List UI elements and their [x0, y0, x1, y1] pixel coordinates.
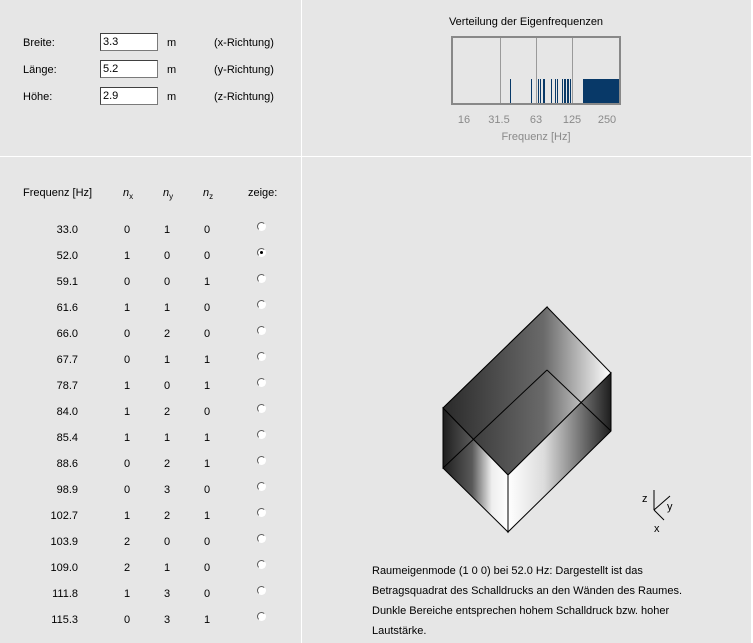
ny-cell: 2: [164, 328, 171, 340]
ny-cell: 1: [164, 562, 171, 574]
show-mode-radio[interactable]: [257, 352, 266, 361]
grid-line: [536, 38, 537, 103]
ny-cell: 1: [164, 354, 171, 366]
frequency-cell: 103.9: [50, 536, 78, 548]
nz-cell: 0: [204, 588, 211, 600]
height-row: [0, 87, 300, 109]
z-axis-label: z: [642, 493, 648, 505]
header-ny: $n_y$: [163, 187, 174, 202]
nx-cell: 2: [124, 562, 131, 574]
table-row: [0, 458, 300, 484]
nz-cell: 1: [204, 614, 211, 626]
header-show: zeige:: [248, 187, 278, 199]
show-mode-radio[interactable]: [257, 222, 266, 231]
frequency-bar: [555, 79, 556, 103]
height-unit: m: [167, 91, 177, 103]
ny-cell: 2: [164, 458, 171, 470]
header-frequency: Frequenz [Hz]: [23, 187, 93, 199]
show-mode-radio[interactable]: [257, 612, 266, 621]
nz-cell: 1: [204, 380, 211, 392]
table-row: [0, 406, 300, 432]
table-row: [0, 354, 300, 380]
ny-cell: 1: [164, 432, 171, 444]
table-row: [0, 224, 300, 250]
show-mode-radio[interactable]: [257, 430, 266, 439]
grid-line: [500, 38, 501, 103]
nx-cell: 1: [124, 250, 131, 262]
ny-cell: 3: [164, 614, 171, 626]
height-input[interactable]: [100, 87, 158, 105]
ny-cell: 0: [164, 276, 171, 288]
frequency-cell: 98.9: [56, 484, 78, 496]
frequency-bar: [565, 79, 566, 103]
table-row: [0, 302, 300, 328]
width-unit: m: [167, 37, 177, 49]
distribution-title: Verteilung der Eigenfrequenzen: [448, 16, 604, 28]
table-row: [0, 562, 300, 588]
nz-cell: 1: [204, 276, 211, 288]
frequency-cell: 78.7: [56, 380, 78, 392]
frequency-distribution-plot: [451, 36, 621, 105]
nz-cell: 0: [204, 562, 211, 574]
nx-cell: 0: [124, 484, 131, 496]
nz-cell: 1: [204, 458, 211, 470]
tick-label: 63: [529, 114, 543, 126]
table-row: [0, 328, 300, 354]
frequency-bar: [538, 79, 539, 103]
y-axis-label: y: [667, 501, 673, 513]
frequency-bar: [510, 79, 511, 103]
width-axis: (x-Richtung): [214, 37, 274, 49]
nx-cell: 1: [124, 588, 131, 600]
mode-description: Raumeigenmode (1 0 0) bei 52.0 Hz: Dargestellt ist das Betragsquadrat des Schalldrucks an den Wänden des Raumes. Dunkle Bereiche entsprechen hohem Schalldruck bzw. hoher Lautstärke.: [372, 565, 683, 637]
nz-cell: 0: [204, 484, 211, 496]
ny-cell: 2: [164, 406, 171, 418]
nz-cell: 1: [204, 510, 211, 522]
ny-cell: 0: [164, 536, 171, 548]
nx-cell: 2: [124, 536, 131, 548]
frequency-cell: 111.8: [52, 588, 78, 600]
x-axis-line: [654, 510, 664, 520]
table-row: [0, 250, 300, 276]
table-row: [0, 536, 300, 562]
frequency-cell: 59.1: [56, 276, 78, 288]
frequency-bar: [531, 79, 532, 103]
show-mode-radio[interactable]: [257, 326, 266, 335]
grid-line: [572, 38, 573, 103]
nx-cell: 0: [124, 458, 131, 470]
table-row: [0, 276, 300, 302]
show-mode-radio[interactable]: [257, 560, 266, 569]
tick-label: 16: [457, 114, 471, 126]
table-row: [0, 588, 300, 614]
tick-label: 31.5: [488, 114, 510, 126]
nx-cell: 1: [124, 302, 131, 314]
nx-cell: 0: [124, 276, 131, 288]
show-mode-radio[interactable]: [257, 534, 266, 543]
tick-label: 125: [562, 114, 582, 126]
table-row: [0, 510, 300, 536]
x-axis-label: x: [654, 523, 660, 535]
width-label: Breite:: [23, 37, 55, 49]
length-unit: m: [167, 64, 177, 76]
show-mode-radio[interactable]: [257, 248, 266, 257]
axis-indicator: [640, 490, 680, 540]
nx-cell: 0: [124, 224, 131, 236]
frequency-bar: [562, 79, 563, 103]
frequency-cell: 84.0: [56, 406, 78, 418]
nz-cell: 1: [204, 354, 211, 366]
nx-cell: 0: [124, 614, 131, 626]
room-mode-visualization: [430, 300, 730, 550]
nz-cell: 0: [204, 406, 211, 418]
horizontal-divider: [0, 156, 753, 157]
length-row: [0, 60, 300, 82]
nx-cell: 1: [124, 380, 131, 392]
ny-cell: 2: [164, 510, 171, 522]
ny-cell: 0: [164, 250, 171, 262]
nz-cell: 0: [204, 302, 211, 314]
nx-cell: 0: [124, 354, 131, 366]
frequency-cell: 61.6: [56, 302, 78, 314]
frequency-bar: [551, 79, 552, 103]
show-mode-radio[interactable]: [257, 274, 266, 283]
frequency-bar-dense: [583, 79, 619, 103]
nx-cell: 1: [124, 432, 131, 444]
table-row: [0, 380, 300, 406]
frequency-cell: 52.0: [56, 250, 78, 262]
frequency-cell: 66.0: [56, 328, 78, 340]
height-axis: (z-Richtung): [214, 91, 274, 103]
ny-cell: 1: [164, 302, 171, 314]
show-mode-radio[interactable]: [257, 404, 266, 413]
tick-label: 250: [597, 114, 617, 126]
ny-cell: 3: [164, 484, 171, 496]
frequency-cell: 85.4: [56, 432, 78, 444]
nz-cell: 0: [204, 250, 211, 262]
ny-cell: 1: [164, 224, 171, 236]
frequency-cell: 109.0: [50, 562, 78, 574]
frequency-cell: 33.0: [56, 224, 78, 236]
nx-cell: 0: [124, 328, 131, 340]
frequency-bar: [540, 79, 541, 103]
length-label: Länge:: [23, 64, 57, 76]
ny-cell: 3: [164, 588, 171, 600]
show-mode-radio[interactable]: [257, 456, 266, 465]
nz-cell: 0: [204, 536, 211, 548]
table-row: [0, 432, 300, 458]
distribution-xlabel: Frequenz [Hz]: [501, 131, 571, 143]
width-row: [0, 33, 300, 55]
width-input[interactable]: [100, 33, 158, 51]
height-label: Höhe:: [23, 91, 53, 103]
nz-cell: 1: [204, 432, 211, 444]
show-mode-radio[interactable]: [257, 586, 266, 595]
show-mode-radio[interactable]: [257, 300, 266, 309]
length-input[interactable]: [100, 60, 158, 78]
nz-cell: 0: [204, 328, 211, 340]
show-mode-radio[interactable]: [257, 378, 266, 387]
frequency-cell: 67.7: [56, 354, 78, 366]
vertical-divider: [301, 0, 302, 643]
nz-cell: 0: [204, 224, 211, 236]
show-mode-radio[interactable]: [257, 508, 266, 517]
frequency-bar: [568, 79, 569, 103]
nx-cell: 1: [124, 406, 131, 418]
frequency-bar: [557, 79, 558, 103]
show-mode-radio[interactable]: [257, 482, 266, 491]
table-row: [0, 614, 300, 640]
header-nz: $n_z$: [203, 187, 214, 202]
table-row: [0, 484, 300, 510]
ny-cell: 0: [164, 380, 171, 392]
header-nx: $n_x$: [123, 187, 134, 202]
frequency-bar: [570, 79, 571, 103]
frequency-cell: 102.7: [50, 510, 78, 522]
length-axis: (y-Richtung): [214, 64, 274, 76]
nx-cell: 1: [124, 510, 131, 522]
frequency-bar: [544, 79, 545, 103]
frequency-cell: 88.6: [56, 458, 78, 470]
frequency-cell: 115.3: [51, 614, 78, 626]
